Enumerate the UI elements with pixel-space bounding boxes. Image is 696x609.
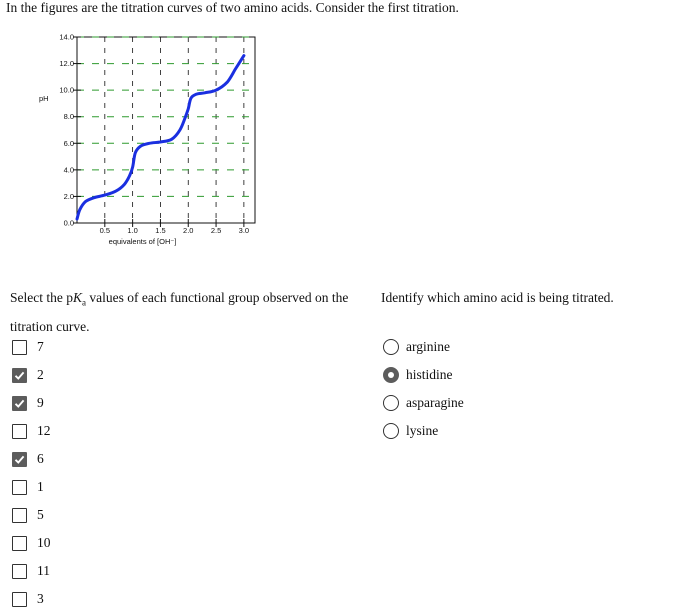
amino-acid-option[interactable] xyxy=(383,337,450,357)
pka-option[interactable] xyxy=(12,533,51,553)
y-tick-label: 4.0 xyxy=(63,165,74,175)
checkbox[interactable] xyxy=(12,508,27,523)
pka-option-label: 12 xyxy=(37,423,51,438)
pka-prompt-pre: Select the p xyxy=(10,290,73,305)
pka-prompt xyxy=(10,286,360,339)
amino-acid-option[interactable] xyxy=(383,421,438,441)
pka-option-label: 6 xyxy=(37,451,44,466)
pka-option-label: 3 xyxy=(37,591,44,606)
y-tick-label: 12.0 xyxy=(59,59,74,69)
y-tick-label: 8.0 xyxy=(63,112,74,122)
pka-prompt-post: values of each functional group observed on the titration curve. xyxy=(10,290,349,334)
checkbox[interactable] xyxy=(12,368,27,383)
check-icon xyxy=(14,398,25,409)
pka-option-label: 9 xyxy=(37,395,44,410)
radio-button[interactable] xyxy=(383,339,399,355)
pka-option[interactable] xyxy=(12,477,44,497)
checkbox[interactable] xyxy=(12,340,27,355)
y-tick-label: 10.0 xyxy=(59,85,74,95)
pka-option[interactable] xyxy=(12,393,44,413)
amino-acid-option[interactable] xyxy=(383,365,453,385)
pka-option[interactable] xyxy=(12,589,44,609)
y-tick-label: 6.0 xyxy=(63,138,74,148)
amino-acid-option-label: histidine xyxy=(406,367,453,382)
checkbox[interactable] xyxy=(12,592,27,607)
pka-option[interactable] xyxy=(12,365,44,385)
checkbox[interactable] xyxy=(12,480,27,495)
x-tick-label: 1.5 xyxy=(155,226,166,235)
question-header: In the figures are the titration curves of two amino acids. Consider the first titration. xyxy=(6,0,459,15)
x-tick-label: 3.0 xyxy=(238,226,250,235)
radio-button[interactable] xyxy=(383,395,399,411)
amino-acid-option-label: arginine xyxy=(406,339,450,354)
checkbox[interactable] xyxy=(12,564,27,579)
radio-button[interactable] xyxy=(383,367,399,383)
pka-option-label: 5 xyxy=(37,507,44,522)
titration-chart xyxy=(30,26,270,256)
titration-chart-svg xyxy=(30,26,270,256)
check-icon xyxy=(14,370,25,381)
pka-prompt-k: K xyxy=(72,290,82,305)
check-icon xyxy=(14,454,25,465)
checkbox[interactable] xyxy=(12,424,27,439)
pka-option[interactable] xyxy=(12,449,44,469)
pka-option-label: 7 xyxy=(37,339,44,354)
pka-option-label: 11 xyxy=(37,563,50,578)
amino-acid-option-label: asparagine xyxy=(406,395,464,410)
amino-acid-option-label: lysine xyxy=(406,423,439,438)
pka-option-label: 2 xyxy=(37,367,44,382)
amino-acid-option[interactable] xyxy=(383,393,464,413)
y-axis-label: pH xyxy=(39,94,49,103)
x-tick-label: 1.0 xyxy=(127,226,138,235)
radio-button[interactable] xyxy=(383,423,399,439)
x-tick-label: 2.0 xyxy=(183,226,194,235)
pka-option[interactable] xyxy=(12,421,51,441)
checkbox[interactable] xyxy=(12,452,27,467)
x-tick-label: 0.5 xyxy=(99,226,111,235)
pka-option[interactable] xyxy=(12,505,44,525)
pka-option-label: 10 xyxy=(37,535,51,550)
y-tick-label: 0.0 xyxy=(63,218,74,228)
amino-acid-prompt: Identify which amino acid is being titrated. xyxy=(381,290,614,305)
checkbox[interactable] xyxy=(12,396,27,411)
y-tick-label: 2.0 xyxy=(63,191,74,201)
checkbox[interactable] xyxy=(12,536,27,551)
pka-prompt-sub: a xyxy=(82,297,86,308)
pka-option-label: 1 xyxy=(37,479,44,494)
pka-option[interactable] xyxy=(12,337,44,357)
x-tick-label: 2.5 xyxy=(210,226,222,235)
y-tick-label: 14.0 xyxy=(59,32,74,42)
pka-option[interactable] xyxy=(12,561,50,581)
x-axis-label: equivalents of [OH⁻] xyxy=(108,237,177,246)
